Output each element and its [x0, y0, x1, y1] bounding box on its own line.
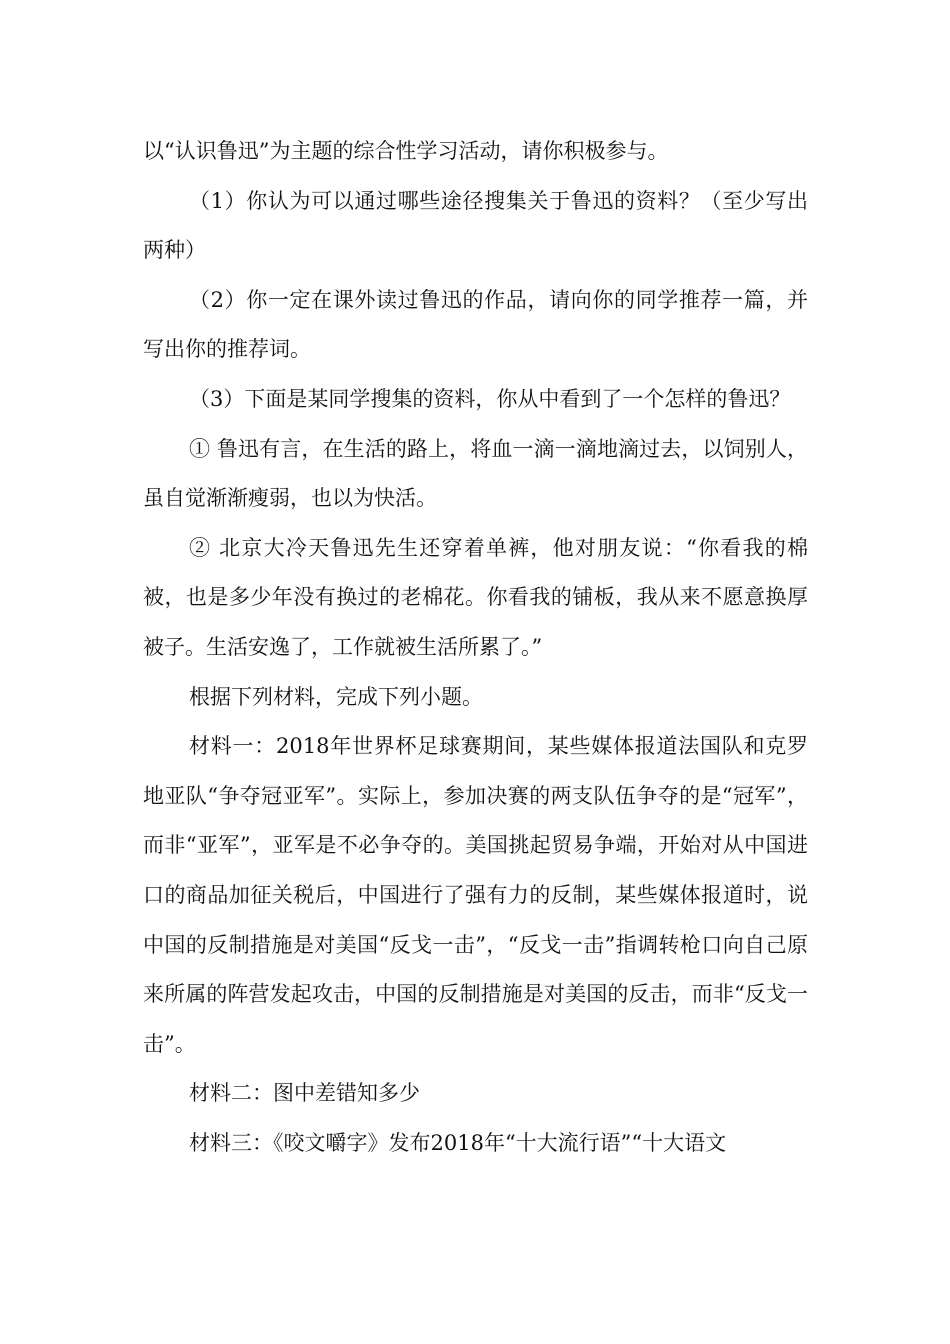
- material-three: 材料三：《咬文嚼字》发布2018年“十大流行语”“十大语文: [189, 1130, 727, 1155]
- material-one: 材料一：2018年世界杯足球赛期间，某些媒体报道法国队和克罗地亚队“争夺冠亚军”。实际上，参加决赛的两支队伍争夺的是“冠军”，而非“亚军”，亚军是不必争夺的。美国挑起贸易争端，开始对从中国进口的商品加征关税后，中国进行了强有力的反制，某些媒体报道时，说中国的反制措施是对美国“反戈一击”，“反戈一击”指调转枪口向自己原来所属的阵营发起攻击，中国的反制措施是对美国的反击，而非“反戈一击”。: [143, 734, 808, 1056]
- question-2: （2）你一定在课外读过鲁迅的作品，请向你的同学推荐一篇，并写出你的推荐词。: [143, 287, 808, 362]
- question-1: （1）你认为可以通过哪些途径搜集关于鲁迅的资料？（至少写出两种）: [143, 188, 808, 263]
- material-two: 材料二：图中差错知多少: [189, 1081, 420, 1106]
- paragraph-intro: 以“认识鲁迅”为主题的综合性学习活动，请你积极参与。: [143, 139, 669, 163]
- question-3: （3）下面是某同学搜集的资料，你从中看到了一个怎样的鲁迅？: [189, 386, 791, 411]
- material-item-2: ② 北京大冷天鲁迅先生还穿着单裤，他对朋友说：“你看我的棉被，也是多少年没有换过的老棉花。你看我的铺板，我从来不愿意换厚被子。生活安逸了，工作就被生活所累了。”: [143, 535, 808, 659]
- material-item-1: ① 鲁迅有言，在生活的路上，将血一滴一滴地滴过去，以饲别人，虽自觉渐渐瘦弱，也以为快活。: [143, 436, 808, 511]
- instruction: 根据下列材料，完成下列小题。: [189, 684, 483, 709]
- document-body: [143, 127, 808, 1168]
